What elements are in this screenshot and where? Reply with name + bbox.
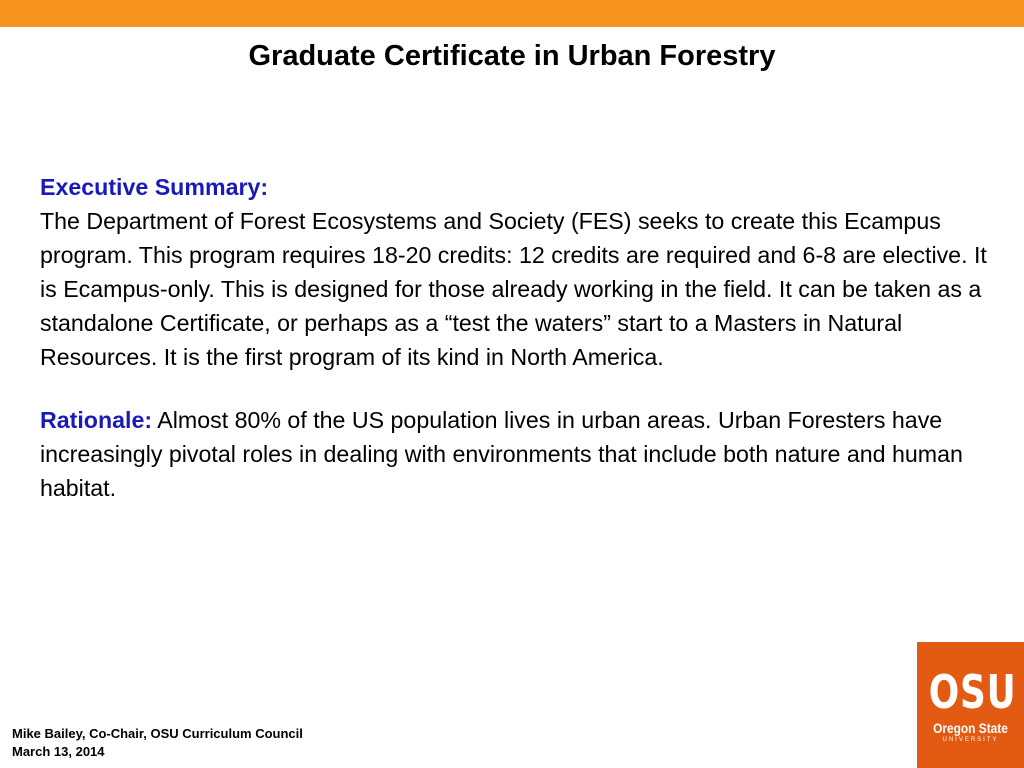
rationale-heading: Rationale:	[40, 407, 153, 433]
footer	[12, 725, 303, 761]
executive-summary-heading: Executive Summary:	[40, 174, 269, 200]
osu-logo-mark: OSU	[928, 665, 1017, 719]
top-accent-bar	[0, 0, 1024, 27]
rationale-body: Almost 80% of the US population lives in urban areas. Urban Foresters have increasingly pivotal roles in dealing with environments that include both nature and human habitat.	[40, 407, 963, 501]
slide-title: Graduate Certificate in Urban Forestry	[248, 40, 776, 72]
osu-logo-sub: UNIVERSITY	[942, 737, 999, 743]
footer-date: March 13, 2014	[12, 744, 105, 759]
executive-summary-paragraph	[40, 170, 1000, 374]
osu-logo	[917, 642, 1024, 768]
slide-content	[40, 170, 1000, 505]
osu-logo-name: Oregon State	[933, 720, 1008, 736]
rationale-paragraph	[40, 403, 1000, 505]
executive-summary-body: The Department of Forest Ecosystems and Society (FES) seeks to create this Ecampus program. This program requires 18-20 credits: 12 credits are required and 6-8 are elective. It is Ecampus-only. This is designed for those already working in the field. It can be taken as a standalone Certificate, or perhaps as a “test the waters” start to a Masters in Natural Resources. It is the first program of its kind in North America.	[40, 208, 987, 370]
footer-author: Mike Bailey, Co-Chair, OSU Curriculum Council	[12, 726, 303, 741]
